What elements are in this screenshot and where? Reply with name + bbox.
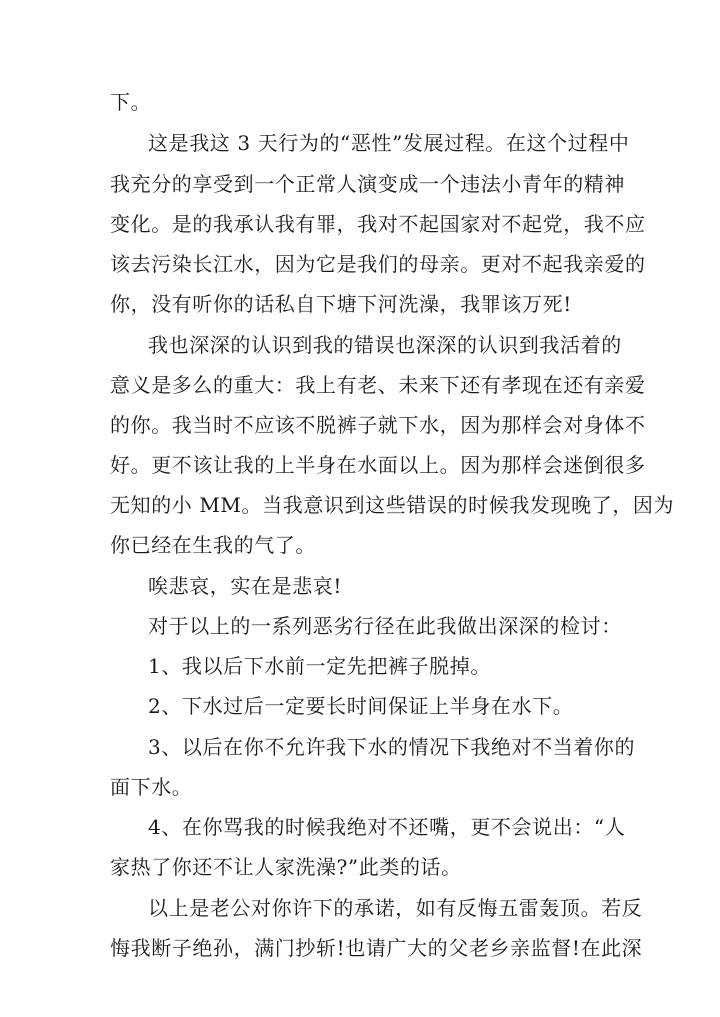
text-line: 无知的小 MM。当我意识到这些错误的时候我发现晚了，因为 <box>110 493 675 517</box>
text-line: 这是我这 3 天行为的“恶性”发展过程。在这个过程中 <box>148 131 630 155</box>
text-line: 2、下水过后一定要长时间保证上半身在水下。 <box>148 694 574 718</box>
text-line: 家热了你还不让人家洗澡?”此类的话。 <box>110 855 462 879</box>
text-line: 3、以后在你不允许我下水的情况下我绝对不当着你的 <box>148 735 636 759</box>
text-line: 你，没有听你的话私自下塘下河洗澡，我罪该万死! <box>110 292 572 316</box>
text-line: 我也深深的认识到我的错误也深深的认识到我活着的 <box>148 333 622 357</box>
text-line: 面下水。 <box>110 775 193 799</box>
text-line: 意义是多么的重大：我上有老、未来下还有孝现在还有亲爱 <box>110 373 646 397</box>
text-line: 唉悲哀，实在是悲哀! <box>148 574 343 598</box>
text-line: 的你。我当时不应该不脱裤子就下水，因为那样会对身体不 <box>110 413 646 437</box>
text-line: 下。 <box>110 90 152 114</box>
text-line: 对于以上的一系列恶劣行径在此我做出深深的检讨： <box>148 614 622 638</box>
text-line: 1、我以后下水前一定先把裤子脱掉。 <box>148 654 491 678</box>
text-line: 你已经在生我的气了。 <box>110 533 316 557</box>
text-line: 该去污染长江水，因为它是我们的母亲。更对不起我亲爱的 <box>110 252 646 276</box>
text-line: 悔我断子绝孙，满门抄斩!也请广大的父老乡亲监督!在此深 <box>110 936 643 960</box>
text-line: 我充分的享受到一个正常人演变成一个违法小青年的精神 <box>110 172 625 196</box>
text-line: 4、在你骂我的时候我绝对不还嘴，更不会说出：“人 <box>148 815 626 839</box>
text-line: 变化。是的我承认我有罪，我对不起国家对不起党，我不应 <box>110 212 646 236</box>
text-line: 以上是老公对你许下的承诺，如有反悔五雷轰顶。若反 <box>148 896 643 920</box>
text-line: 好。更不该让我的上半身在水面以上。因为那样会迷倒很多 <box>110 453 646 477</box>
